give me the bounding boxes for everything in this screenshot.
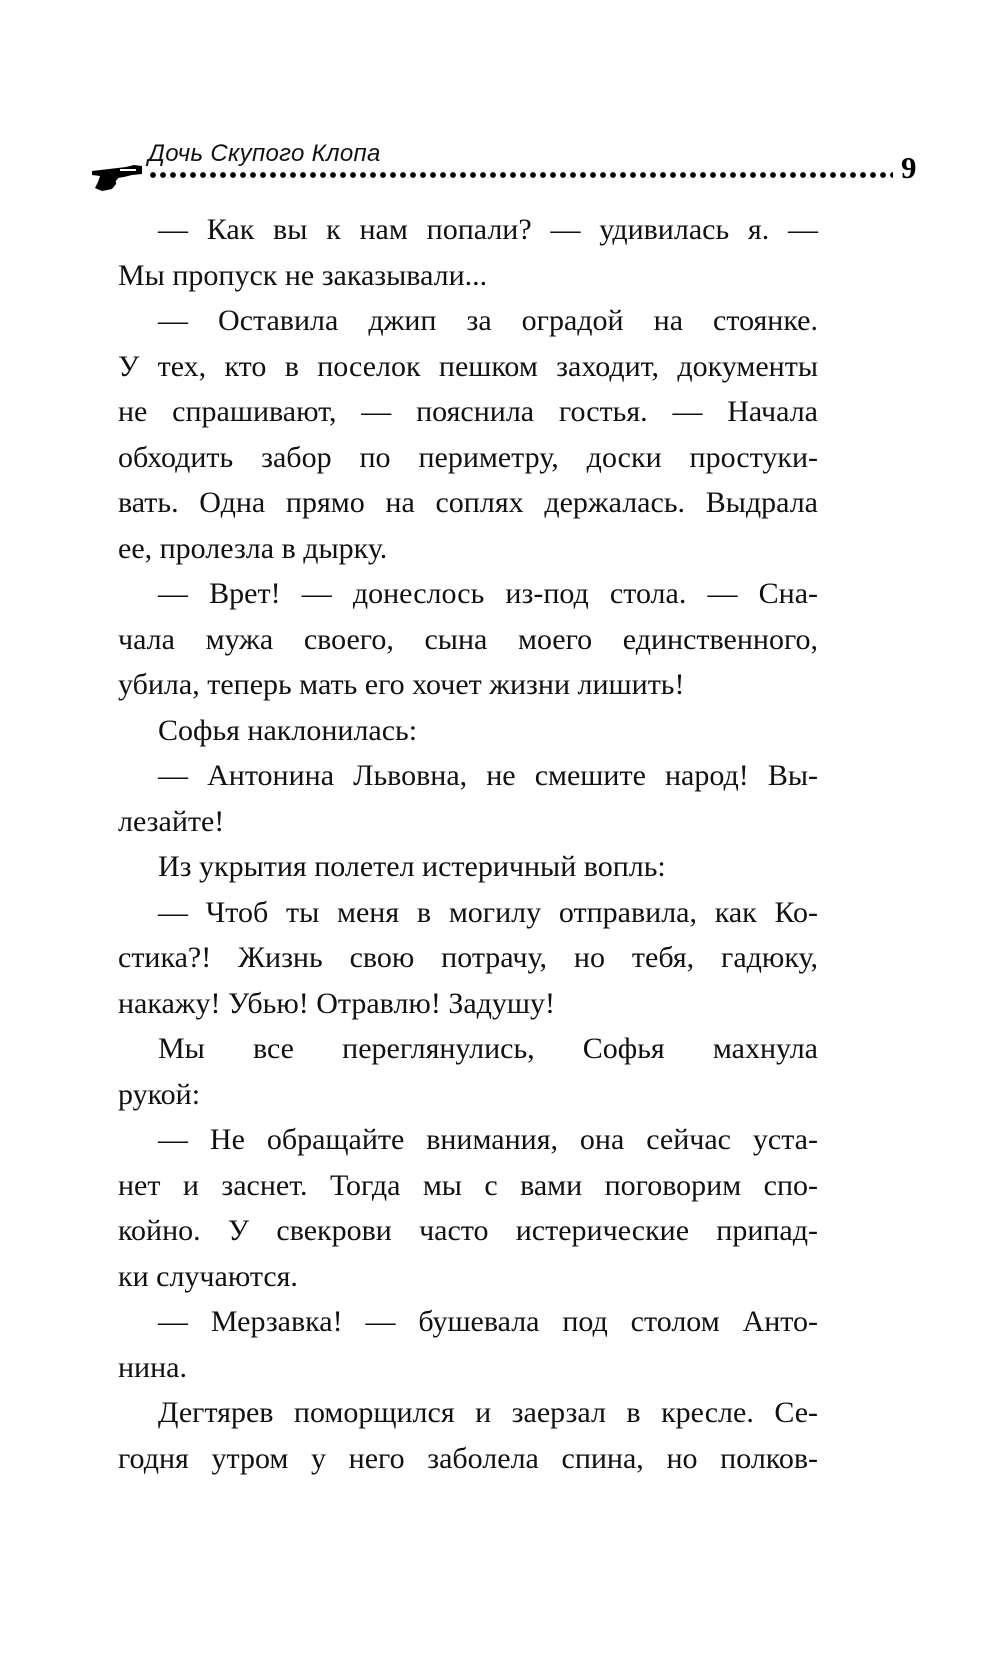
text-line: Дегтярев поморщился и заерзал в кресле. Се- — [158, 1396, 818, 1429]
dotted-rule — [148, 170, 893, 180]
text-line: накажу! Убью! Отравлю! Задушу! — [118, 986, 556, 1020]
text-line: не спрашивают, — пояснила гостья. — Начала — [118, 395, 818, 428]
text-line: ки случаются. — [118, 1259, 298, 1293]
text-line: — Антонина Львовна, не смешите народ! Вы- — [158, 759, 818, 792]
text-line: годня утром у него заболела спина, но полков- — [118, 1441, 818, 1475]
page-number: 9 — [901, 150, 917, 185]
text-line: убила, теперь мать его хочет жизни лишить! — [118, 668, 685, 701]
text-line: — Чтоб ты меня в могилу отправила, как Ко- — [158, 895, 818, 929]
text-line: койно. У свекрови часто истерические припад- — [118, 1214, 818, 1247]
text-line: — Врет! — донеслось из-под стола. — Сна- — [158, 577, 818, 610]
text-line: рукой: — [118, 1077, 201, 1111]
text-line: обходить забор по периметру, доски простуки- — [118, 440, 818, 474]
text-line: Из укрытия полетел истеричный вопль: — [158, 850, 666, 883]
text-line: лезайте! — [118, 804, 225, 838]
text-line: вать. Одна прямо на соплях держалась. Выдрала — [118, 486, 818, 519]
text-line: — Мерзавка! — бушевала под столом Анто- — [158, 1305, 818, 1338]
text-line: нет и заснет. Тогда мы с вами поговорим спо- — [118, 1168, 818, 1202]
body-text — [118, 207, 818, 1481]
text-line: нина. — [118, 1350, 187, 1384]
text-line: стика?! Жизнь свою потрачу, но тебя, гадюку, — [118, 941, 818, 974]
text-line: Мы все переглянулись, Софья махнула — [158, 1032, 818, 1065]
text-line: — Оставила джип за оградой на стоянке. — [158, 304, 818, 337]
running-header — [90, 140, 917, 200]
text-line: — Как вы к нам попали? — удивилась я. — — [158, 213, 818, 246]
text-line: — Не обращайте внимания, она сейчас уста- — [158, 1123, 818, 1156]
text-line: чала мужа своего, сына моего единственного, — [118, 622, 818, 656]
text-line: Софья наклонилась: — [158, 713, 418, 747]
book-title: Дочь Скупого Клопа — [148, 140, 381, 167]
revolver-icon — [90, 162, 144, 192]
text-line: ее, пролезла в дырку. — [118, 531, 388, 565]
text-line: Мы пропуск не заказывали... — [118, 258, 488, 292]
text-line: У тех, кто в поселок пешком заходит, документы — [118, 349, 818, 383]
